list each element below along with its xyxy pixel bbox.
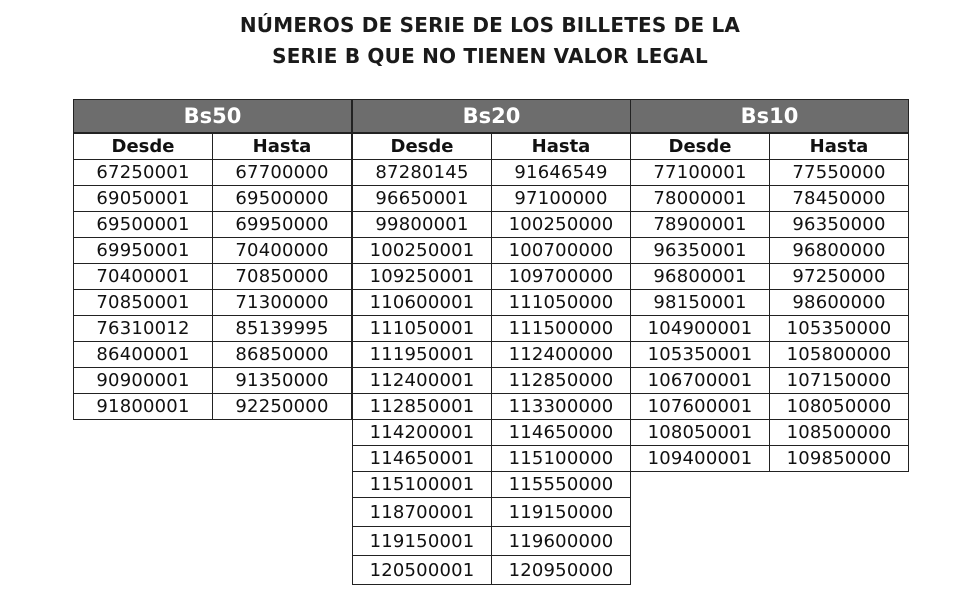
- table-row: [74, 212, 352, 238]
- table-row: [74, 316, 352, 342]
- serial-from-cell: 98150001: [631, 290, 770, 316]
- table-row: [631, 160, 909, 186]
- serial-from-cell: 100250001: [353, 238, 492, 264]
- table-row: [74, 160, 352, 186]
- column-header-to: Hasta: [492, 134, 631, 160]
- serial-to-cell: 70400000: [213, 238, 352, 264]
- table-row: [74, 186, 352, 212]
- serial-to-cell: 108050000: [770, 394, 909, 420]
- column-header-from: Desde: [74, 134, 213, 160]
- table-row: [353, 160, 631, 186]
- serial-from-cell: 111950001: [353, 342, 492, 368]
- serial-to-cell: 112850000: [492, 368, 631, 394]
- table-row: [353, 446, 631, 472]
- serial-to-cell: 119150000: [492, 498, 631, 527]
- serial-to-cell: 111500000: [492, 316, 631, 342]
- table-row: [631, 186, 909, 212]
- serial-to-cell: 113300000: [492, 394, 631, 420]
- title-line-1: NÚMEROS DE SERIE DE LOS BILLETES DE LA: [239, 13, 741, 37]
- table-row: [74, 394, 352, 420]
- serial-to-cell: 96350000: [770, 212, 909, 238]
- table-body-bs20: [353, 160, 631, 585]
- serial-from-cell: 77100001: [631, 160, 770, 186]
- serial-to-cell: 105350000: [770, 316, 909, 342]
- serial-to-cell: 112400000: [492, 342, 631, 368]
- serial-to-cell: 69500000: [213, 186, 352, 212]
- serial-from-cell: 110600001: [353, 290, 492, 316]
- column-header-row: [631, 134, 909, 160]
- table-row: [74, 264, 352, 290]
- title-line-2: SERIE B QUE NO TIENEN VALOR LEGAL: [272, 44, 708, 68]
- column-header-row: [74, 134, 352, 160]
- serial-from-cell: 69950001: [74, 238, 213, 264]
- serial-from-cell: 111050001: [353, 316, 492, 342]
- table-row: [74, 290, 352, 316]
- serial-from-cell: 78000001: [631, 186, 770, 212]
- table-row: [631, 264, 909, 290]
- serial-to-cell: 100250000: [492, 212, 631, 238]
- serial-to-cell: 109850000: [770, 446, 909, 472]
- serial-to-cell: 96800000: [770, 238, 909, 264]
- serial-to-cell: 107150000: [770, 368, 909, 394]
- serial-to-cell: 105800000: [770, 342, 909, 368]
- serial-to-cell: 69950000: [213, 212, 352, 238]
- serial-from-cell: 67250001: [74, 160, 213, 186]
- table-row: [353, 420, 631, 446]
- table-row: [353, 186, 631, 212]
- serial-to-cell: 109700000: [492, 264, 631, 290]
- table-row: [74, 342, 352, 368]
- serial-to-cell: 100700000: [492, 238, 631, 264]
- table-row: [353, 556, 631, 585]
- serial-from-cell: 104900001: [631, 316, 770, 342]
- column-header-from: Desde: [353, 134, 492, 160]
- serial-from-cell: 109250001: [353, 264, 492, 290]
- column-header-from: Desde: [631, 134, 770, 160]
- serial-from-cell: 70400001: [74, 264, 213, 290]
- table-row: [353, 368, 631, 394]
- table-row: [631, 212, 909, 238]
- table-row: [631, 238, 909, 264]
- serial-to-cell: 119600000: [492, 527, 631, 556]
- column-header-to: Hasta: [213, 134, 352, 160]
- denomination-header-bs10: Bs10: [630, 99, 909, 133]
- serial-from-cell: 76310012: [74, 316, 213, 342]
- table-row: [353, 527, 631, 556]
- table-bs20: [352, 99, 631, 585]
- serial-from-cell: 69500001: [74, 212, 213, 238]
- serial-to-cell: 77550000: [770, 160, 909, 186]
- serial-from-cell: 107600001: [631, 394, 770, 420]
- serial-from-cell: 119150001: [353, 527, 492, 556]
- serial-from-cell: 86400001: [74, 342, 213, 368]
- table-row: [631, 290, 909, 316]
- serial-from-cell: 70850001: [74, 290, 213, 316]
- serial-to-cell: 120950000: [492, 556, 631, 585]
- table-row: [353, 394, 631, 420]
- serial-to-cell: 85139995: [213, 316, 352, 342]
- serial-from-cell: 78900001: [631, 212, 770, 238]
- serial-from-cell: 99800001: [353, 212, 492, 238]
- serial-to-cell: 78450000: [770, 186, 909, 212]
- serial-from-cell: 109400001: [631, 446, 770, 472]
- table-row: [631, 394, 909, 420]
- serial-from-cell: 105350001: [631, 342, 770, 368]
- serial-from-cell: 91800001: [74, 394, 213, 420]
- serial-from-cell: 108050001: [631, 420, 770, 446]
- table-row: [631, 368, 909, 394]
- table-row: [631, 342, 909, 368]
- serial-from-cell: 120500001: [353, 556, 492, 585]
- serial-from-cell: 96350001: [631, 238, 770, 264]
- serial-to-cell: 91646549: [492, 160, 631, 186]
- serial-to-cell: 108500000: [770, 420, 909, 446]
- table-row: [353, 290, 631, 316]
- denomination-header-bs20: Bs20: [352, 99, 631, 133]
- serial-from-cell: 112400001: [353, 368, 492, 394]
- table-row: [353, 342, 631, 368]
- serial-from-cell: 96800001: [631, 264, 770, 290]
- table-row: [353, 238, 631, 264]
- column-header-to: Hasta: [770, 134, 909, 160]
- serial-to-cell: 111050000: [492, 290, 631, 316]
- table-row: [74, 368, 352, 394]
- table-row: [353, 472, 631, 498]
- serial-to-cell: 98600000: [770, 290, 909, 316]
- serial-to-cell: 115100000: [492, 446, 631, 472]
- serial-to-cell: 70850000: [213, 264, 352, 290]
- page-title: [0, 10, 980, 72]
- serial-table-bs10: [630, 133, 909, 472]
- serial-table-bs50: [73, 133, 352, 420]
- column-header-row: [353, 134, 631, 160]
- table-row: [353, 316, 631, 342]
- serial-from-cell: 69050001: [74, 186, 213, 212]
- table-row: [353, 498, 631, 527]
- serial-to-cell: 91350000: [213, 368, 352, 394]
- table-body-bs50: [74, 160, 352, 420]
- table-bs10: [630, 99, 909, 472]
- serial-to-cell: 92250000: [213, 394, 352, 420]
- table-row: [631, 316, 909, 342]
- denomination-header-bs50: Bs50: [73, 99, 352, 133]
- serial-to-cell: 67700000: [213, 160, 352, 186]
- serial-from-cell: 90900001: [74, 368, 213, 394]
- table-row: [631, 420, 909, 446]
- serial-to-cell: 97100000: [492, 186, 631, 212]
- table-row: [631, 446, 909, 472]
- table-row: [74, 238, 352, 264]
- serial-to-cell: 86850000: [213, 342, 352, 368]
- serial-from-cell: 114650001: [353, 446, 492, 472]
- table-row: [353, 212, 631, 238]
- table-row: [353, 264, 631, 290]
- serial-from-cell: 106700001: [631, 368, 770, 394]
- serial-from-cell: 87280145: [353, 160, 492, 186]
- serial-from-cell: 114200001: [353, 420, 492, 446]
- serial-from-cell: 96650001: [353, 186, 492, 212]
- serial-from-cell: 112850001: [353, 394, 492, 420]
- serial-from-cell: 115100001: [353, 472, 492, 498]
- serial-table-bs20: [352, 133, 631, 585]
- serial-to-cell: 115550000: [492, 472, 631, 498]
- serial-from-cell: 118700001: [353, 498, 492, 527]
- serial-to-cell: 71300000: [213, 290, 352, 316]
- table-bs50: [73, 99, 352, 420]
- serial-to-cell: 114650000: [492, 420, 631, 446]
- table-body-bs10: [631, 160, 909, 472]
- serial-to-cell: 97250000: [770, 264, 909, 290]
